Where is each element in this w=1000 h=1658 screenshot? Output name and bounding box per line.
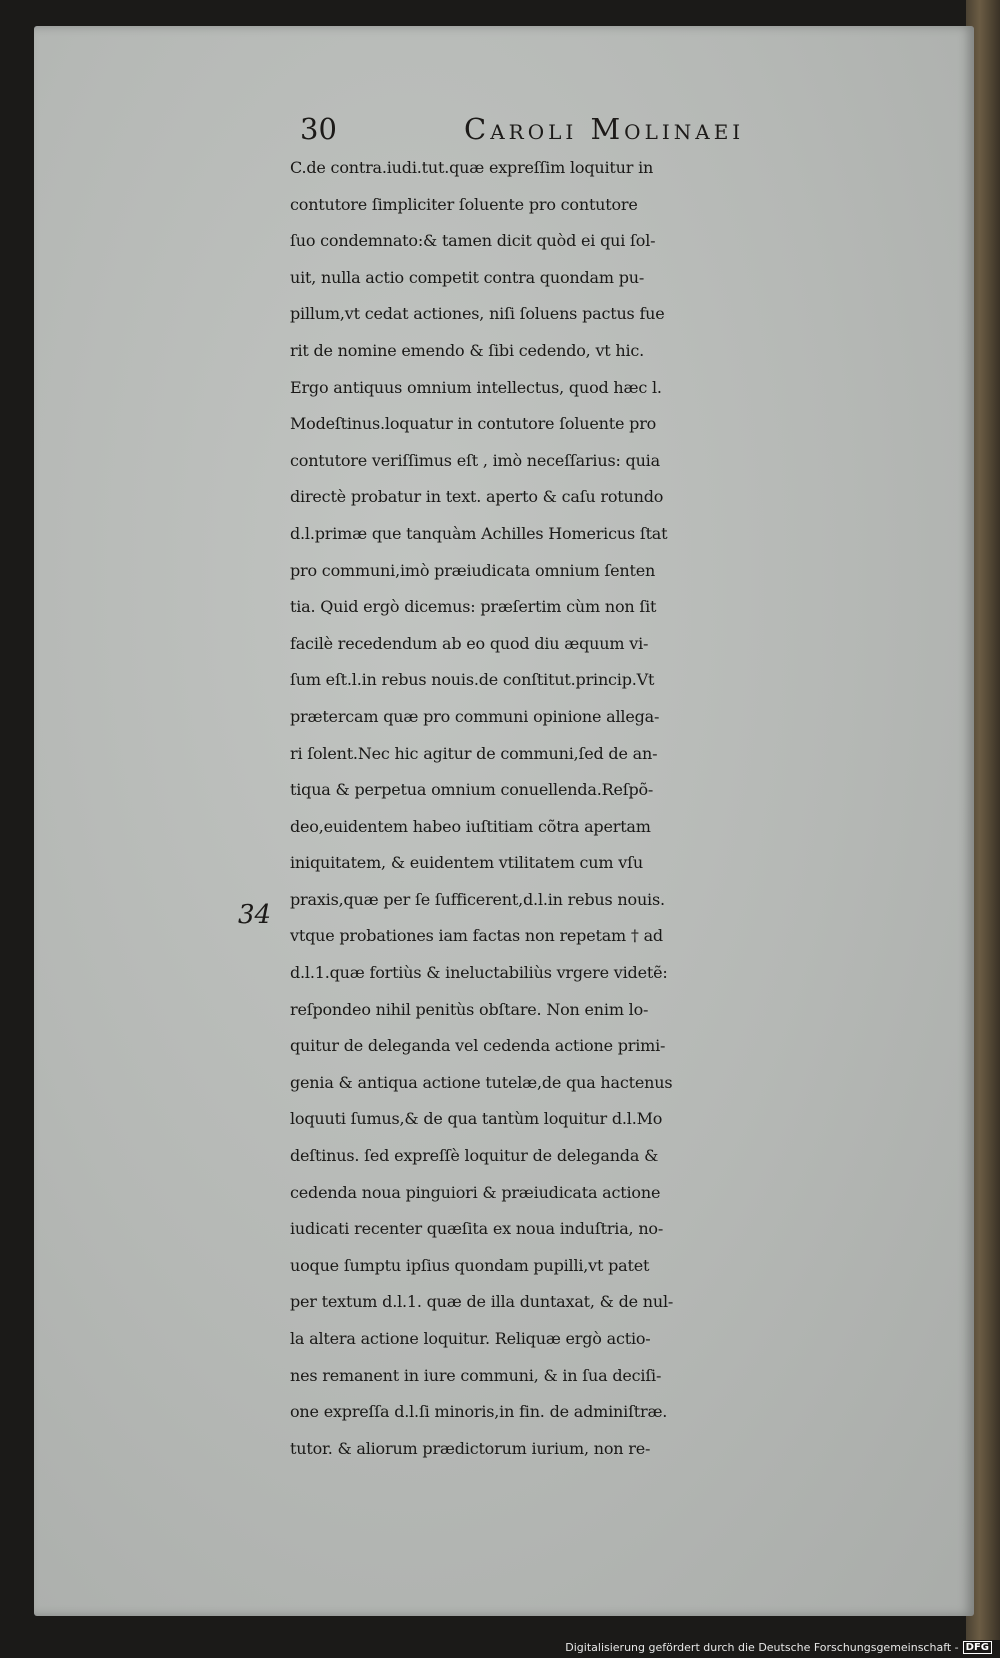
text-line: d.l.1.quæ fortiùs & ineluctabiliùs vrgere videtẽ: bbox=[290, 963, 668, 983]
running-head bbox=[300, 112, 860, 152]
text-line: uit, nulla actio competit contra quondam pu- bbox=[290, 267, 645, 287]
running-title: Caroli Molinaei bbox=[464, 112, 745, 146]
text-line: tia. Quid ergò dicemus: præſertim cùm non ſit bbox=[290, 597, 657, 617]
text-line: la altera actione loquitur. Reliquæ ergò actio- bbox=[290, 1329, 651, 1348]
marginal-number: 34 bbox=[238, 900, 272, 930]
text-line: nes remanent in iure communi, & in ſua deciſi- bbox=[290, 1365, 662, 1385]
text-line: d.l.primæ que tanquàm Achilles Homericus ſtat bbox=[290, 523, 668, 543]
text-line: loquuti ſumus,& de qua tantùm loquitur d.l.Mo bbox=[290, 1109, 663, 1129]
text-line: prætercam quæ pro communi opinione allega- bbox=[290, 706, 660, 726]
text-line: tutor. & aliorum prædictorum iurium, non re- bbox=[290, 1438, 651, 1458]
text-line: vtque probationes iam factas non repetam † ad bbox=[290, 926, 663, 946]
text-line: genia & antiqua actione tutelæ,de qua hactenus bbox=[290, 1072, 673, 1092]
text-line: deſtinus. ſed expreſſè loquitur de deleganda & bbox=[290, 1146, 659, 1166]
text-line: ri ſolent.Nec hic agitur de communi,ſed de an- bbox=[290, 743, 658, 763]
funding-credit: Digitalisierung gefördert durch die Deutsche Forschungsgemeinschaft - bbox=[565, 1641, 959, 1654]
text-line: uoque ſumptu ipſius quondam pupilli,vt patet bbox=[290, 1255, 650, 1275]
text-line: pro communi,imò præiudicata omnium ſenten bbox=[290, 560, 656, 580]
digitization-footer bbox=[565, 1641, 992, 1654]
text-line: ſuo condemnato:& tamen dicit quòd ei qui ſol- bbox=[290, 231, 656, 251]
page-number: 30 bbox=[300, 112, 337, 146]
text-line: praxis,quæ per ſe ſufficerent,d.l.in rebus nouis. bbox=[290, 889, 665, 909]
dfg-logo: DFG bbox=[963, 1641, 992, 1654]
text-line: pillum,vt cedat actiones, niſi ſoluens pactus fue bbox=[290, 304, 665, 324]
text-line: tiqua & perpetua omnium conuellenda.Reſpõ- bbox=[290, 780, 654, 800]
text-line: cedenda noua pinguiori & præiudicata actione bbox=[290, 1182, 661, 1202]
text-line: reſpondeo nihil penitùs obſtare. Non enim lo- bbox=[290, 999, 649, 1019]
text-line: ſum eſt.l.in rebus nouis.de conſtitut.princip.Vt bbox=[290, 670, 655, 690]
text-line: contutore veriſſimus eſt , imò neceſſarius: quia bbox=[290, 450, 660, 470]
text-line: facilè recedendum ab eo quod diu æquum vi- bbox=[290, 633, 649, 653]
text-line: per textum d.l.1. quæ de illa duntaxat, & de nul- bbox=[290, 1292, 674, 1312]
text-line: C.de contra.iudi.tut.quæ expreſſim loquitur in bbox=[290, 158, 654, 177]
text-line: Modeſtinus.loquatur in contutore ſoluente pro bbox=[290, 414, 657, 434]
text-line: iniquitatem, & euidentem vtilitatem cum vſu bbox=[290, 853, 643, 873]
text-line: contutore ſimpliciter ſoluente pro contutore bbox=[290, 194, 638, 214]
text-line: Ergo antiquus omnium intellectus, quod hæc l. bbox=[290, 377, 662, 397]
text-line: deo,euidentem habeo iuſtitiam cõtra apertam bbox=[290, 816, 651, 836]
text-line: directè probatur in text. aperto & caſu rotundo bbox=[290, 487, 664, 507]
text-line: rit de nomine emendo & ſibi cedendo, vt hic. bbox=[290, 340, 645, 360]
text-line: quitur de deleganda vel cedenda actione primi- bbox=[290, 1036, 666, 1056]
text-line: one expreſſa d.l.ſi minoris,in fin. de adminiſtræ. bbox=[290, 1402, 668, 1422]
body-text bbox=[290, 150, 970, 1467]
text-line: iudicati recenter quæſita ex noua induſtria, no- bbox=[290, 1219, 664, 1239]
